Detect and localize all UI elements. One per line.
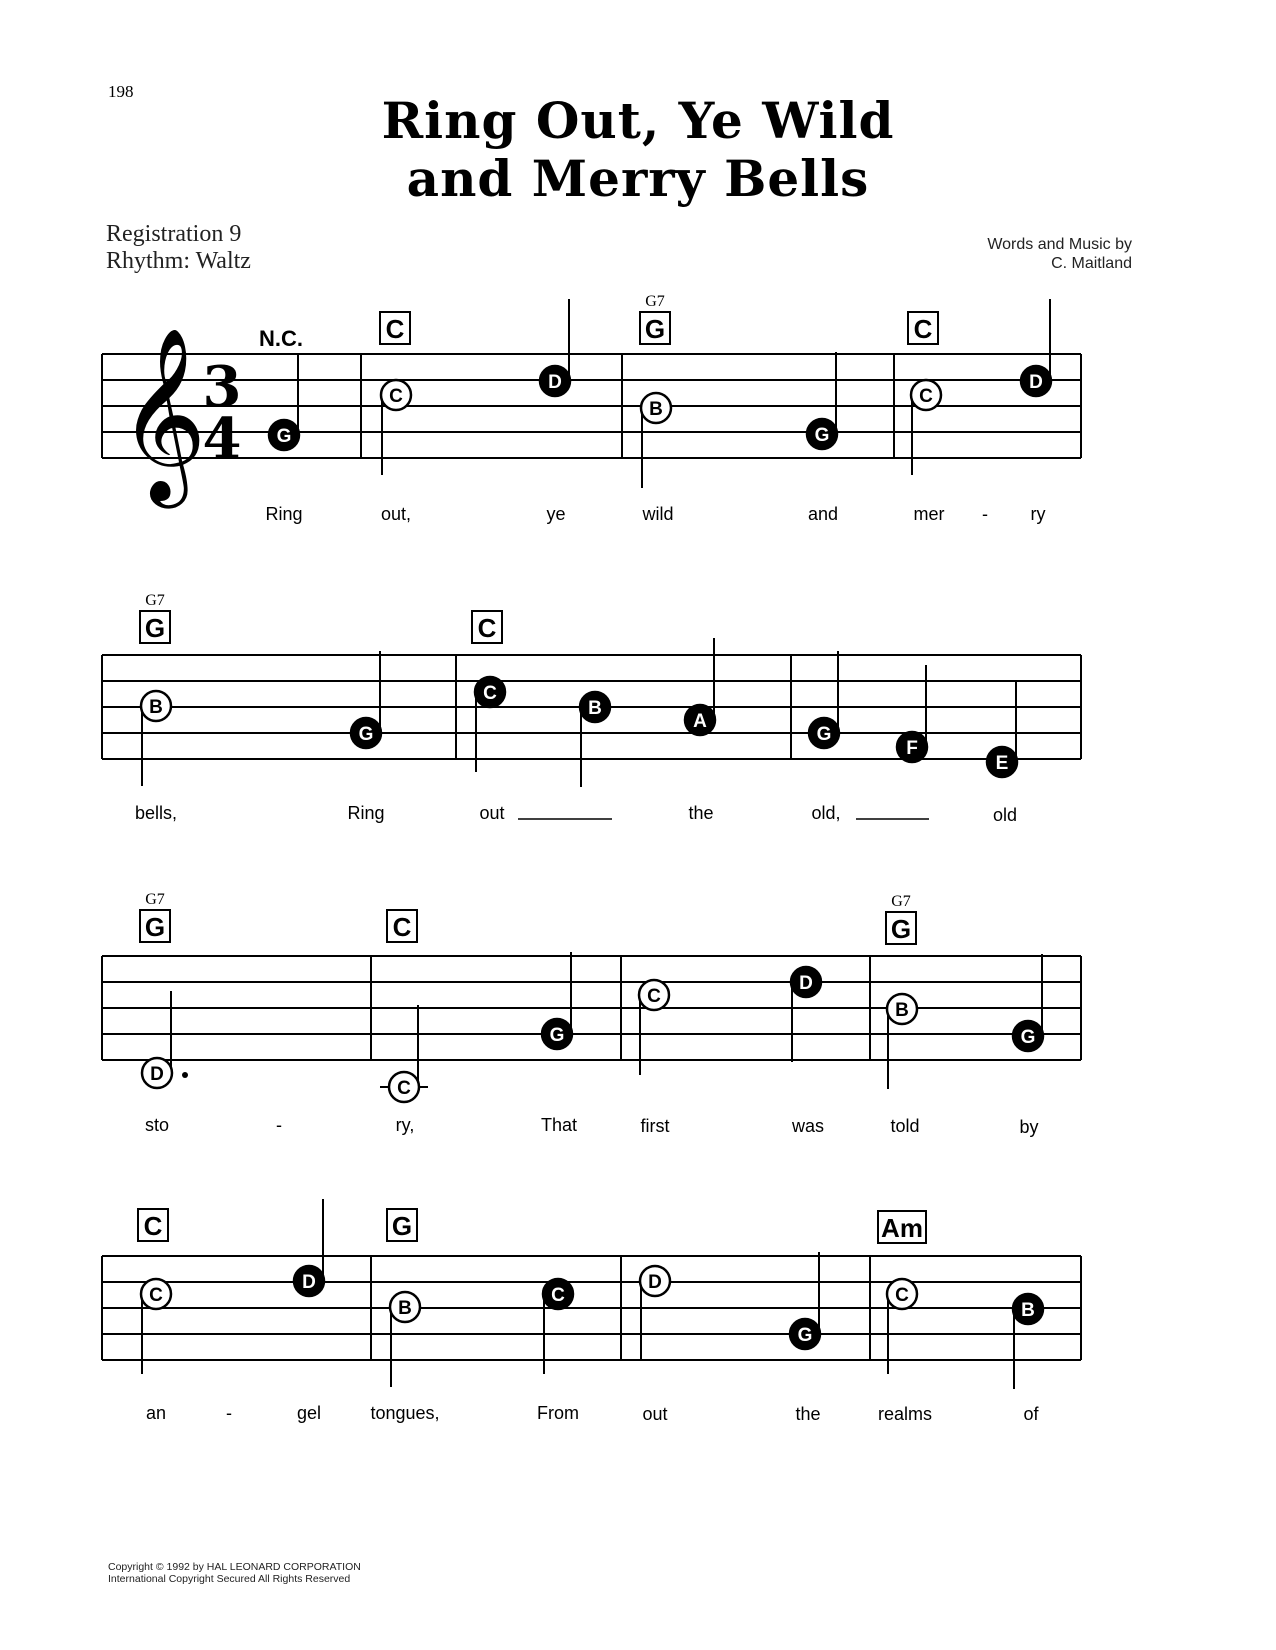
lyric-syllable: - xyxy=(226,1403,232,1423)
note xyxy=(580,692,610,787)
note-name: B xyxy=(895,1000,909,1021)
lyric-syllable: out xyxy=(479,803,505,823)
rhythm-text: Rhythm: Waltz xyxy=(106,248,251,274)
staff-system-2 xyxy=(102,592,1081,825)
chord-label: C xyxy=(477,613,497,643)
note-name: G xyxy=(1020,1027,1036,1048)
note xyxy=(1013,954,1043,1051)
lyric-syllable: Ring xyxy=(347,803,385,823)
lyric-syllable: told xyxy=(890,1116,920,1136)
copyright-line-1: Copyright © 1992 by HAL LEONARD CORPORATION xyxy=(108,1561,361,1573)
note xyxy=(911,380,941,475)
lyric-syllable: first xyxy=(640,1116,670,1136)
lyric-syllable: ye xyxy=(546,504,566,524)
note-name: C xyxy=(551,1285,565,1306)
lyric-syllable: That xyxy=(540,1115,578,1135)
note-name: E xyxy=(995,753,1009,774)
note-name: G xyxy=(797,1325,813,1346)
lyric-syllable: old, xyxy=(811,803,841,823)
chord-symbol xyxy=(886,893,916,944)
note-name: B xyxy=(398,1298,412,1319)
lyric-syllable: the xyxy=(688,803,714,823)
lyric-syllable: bells, xyxy=(134,803,178,823)
lyric-syllable: out, xyxy=(380,504,412,524)
note-name: C xyxy=(149,1285,163,1306)
note xyxy=(1013,1294,1043,1389)
note xyxy=(685,638,715,735)
note-name: B xyxy=(649,399,663,420)
lyric-syllable: was xyxy=(791,1116,825,1136)
lyric-syllable: tongues, xyxy=(370,1403,440,1423)
chord-symbol xyxy=(138,1209,168,1241)
chord-alt-label: G7 xyxy=(645,293,665,310)
staff-system-3 xyxy=(102,891,1081,1137)
treble-clef-icon: 𝄞 xyxy=(118,327,207,501)
note xyxy=(142,991,188,1088)
note xyxy=(809,651,839,748)
note xyxy=(540,299,570,396)
composer-name: C. Maitland xyxy=(1051,255,1132,272)
credits-line: Words and Music by xyxy=(987,236,1132,253)
lyric-syllable: ry xyxy=(1030,504,1046,524)
lyric-syllable: wild xyxy=(642,504,674,524)
chord-label: G xyxy=(144,912,166,942)
note-name: D xyxy=(150,1064,164,1085)
dot xyxy=(182,1072,188,1078)
note-name: D xyxy=(302,1272,316,1293)
note xyxy=(381,380,411,475)
staff-system-4 xyxy=(102,1199,1081,1424)
lyric-syllable: - xyxy=(276,1115,282,1135)
note xyxy=(390,1292,420,1387)
chord-symbol xyxy=(387,910,417,942)
page-number: 198 xyxy=(108,82,134,101)
lyric-syllable: an xyxy=(145,1403,167,1423)
lyric-syllable: sto xyxy=(144,1115,170,1135)
chord-symbol xyxy=(140,891,170,942)
staff-system-1 xyxy=(102,293,1081,524)
note xyxy=(269,353,299,450)
chord-label: G xyxy=(144,613,166,643)
note xyxy=(987,680,1017,777)
note-name: C xyxy=(397,1078,411,1099)
lyric-syllable: ry, xyxy=(395,1115,415,1135)
note-name: G xyxy=(816,724,832,745)
note xyxy=(475,677,505,772)
chord-label: C xyxy=(913,314,933,344)
chord-symbol xyxy=(640,293,670,344)
time-signature-bottom: 4 xyxy=(202,406,242,472)
chord-label: C xyxy=(143,1211,163,1241)
note-name: D xyxy=(1029,372,1043,393)
note-name: A xyxy=(693,711,707,732)
note-name: C xyxy=(919,386,933,407)
note xyxy=(641,393,671,488)
note-name: B xyxy=(588,698,602,719)
copyright-notice xyxy=(108,1561,361,1585)
lyric-syllable: by xyxy=(1019,1117,1039,1137)
note-name: B xyxy=(1021,1300,1035,1321)
note-name: G xyxy=(814,425,830,446)
note xyxy=(542,952,572,1049)
lyric-syllable: of xyxy=(1023,1404,1039,1424)
lyric-syllable: old xyxy=(992,805,1018,825)
note xyxy=(1021,299,1051,396)
chord-symbol xyxy=(878,1211,926,1243)
chord-symbol xyxy=(908,312,938,344)
note xyxy=(351,651,381,748)
note xyxy=(790,1252,820,1349)
chord-label: Am xyxy=(881,1213,923,1243)
lyric-syllable: Ring xyxy=(265,504,303,524)
chord-label: C xyxy=(392,912,412,942)
note-name: F xyxy=(906,738,918,759)
lyric-syllable: From xyxy=(537,1403,579,1423)
note xyxy=(897,665,927,762)
title-line-1: Ring Out, Ye Wild xyxy=(381,91,895,150)
note-name: G xyxy=(549,1025,565,1046)
chord-symbol xyxy=(140,592,170,643)
note-name: D xyxy=(648,1272,662,1293)
note-name: C xyxy=(647,986,661,1007)
chord-alt-label: G7 xyxy=(145,592,165,609)
lyric-syllable: the xyxy=(795,1404,821,1424)
note xyxy=(380,1005,428,1102)
lyric-syllable: mer xyxy=(913,504,945,524)
note xyxy=(791,967,821,1062)
note-name: G xyxy=(358,724,374,745)
note-name: G xyxy=(276,426,292,447)
chord-label: G xyxy=(391,1211,413,1241)
chord-label: G xyxy=(644,314,666,344)
lyric-syllable: out xyxy=(642,1404,668,1424)
note-name: C xyxy=(389,386,403,407)
chord-symbol xyxy=(387,1209,417,1241)
note-name: D xyxy=(799,973,813,994)
note-name: C xyxy=(483,683,497,704)
chord-alt-label: G7 xyxy=(891,893,911,910)
registration-text: Registration 9 xyxy=(106,221,242,247)
lyric-syllable: realms xyxy=(877,1404,933,1424)
time-signature-top: 3 xyxy=(202,354,242,420)
copyright-line-2: International Copyright Secured All Rights Reserved xyxy=(108,1573,351,1585)
note xyxy=(807,352,837,449)
lyric-syllable: - xyxy=(982,504,988,524)
chord-label: G xyxy=(890,914,912,944)
title-line-2: and Merry Bells xyxy=(406,149,870,208)
lyric-syllable: and xyxy=(807,504,839,524)
note-name: B xyxy=(149,697,163,718)
note xyxy=(640,1266,670,1361)
chord-alt-label: G7 xyxy=(145,891,165,908)
no-chord-marking: N.C. xyxy=(259,326,303,351)
chord-symbol xyxy=(380,312,410,344)
chord-label: C xyxy=(385,314,405,344)
chord-symbol xyxy=(472,611,502,643)
note xyxy=(887,994,917,1089)
note xyxy=(141,691,171,786)
lyric-syllable: gel xyxy=(296,1403,322,1423)
note xyxy=(294,1199,324,1296)
note-name: C xyxy=(895,1285,909,1306)
note-name: D xyxy=(548,372,562,393)
